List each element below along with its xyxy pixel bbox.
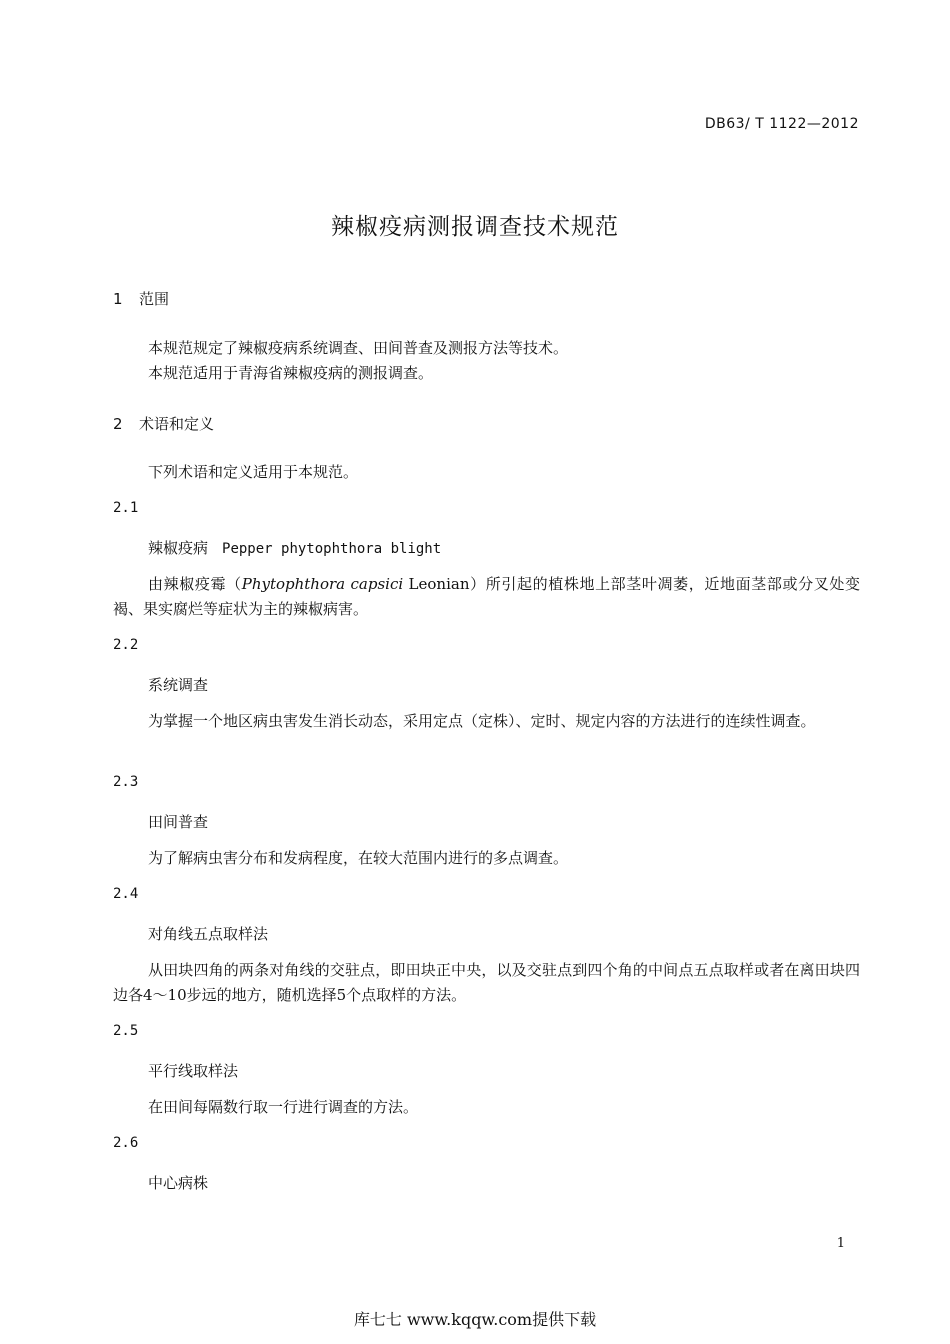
term-definition: [113, 572, 860, 622]
definition-text-prefix: 由辣椒疫霉（: [148, 575, 242, 593]
footer-download-note: 库七七 www.kqqw.com提供下载: [353, 1310, 597, 1329]
term-definition: 在田间每隔数行取一行进行调查的方法。: [148, 1098, 419, 1116]
term-name: 对角线五点取样法: [148, 925, 269, 943]
section-1-heading: [113, 288, 169, 309]
section-2-number: 2: [113, 415, 123, 433]
section-2-intro: 下列术语和定义适用于本规范。: [148, 463, 359, 481]
scientific-name: Phytophthora capsici: [241, 575, 404, 593]
document-title: 辣椒疫病测报调查技术规范: [331, 214, 619, 240]
term-number: 2.3: [113, 774, 139, 790]
section-2-title: 术语和定义: [139, 415, 215, 433]
standard-code: DB63/ T 1122—2012: [704, 116, 859, 132]
term-name: 辣椒疫病: [148, 539, 209, 557]
term-heading: [148, 537, 441, 558]
page-number: 1: [836, 1236, 845, 1251]
term-name: 平行线取样法: [148, 1062, 239, 1080]
term-number: 2.4: [113, 886, 139, 902]
term-number: 2.6: [113, 1135, 139, 1151]
term-english-name: Pepper phytophthora blight: [222, 541, 442, 557]
section-1-paragraph-1: 本规范规定了辣椒疫病系统调查、田间普查及测报方法等技术。: [148, 339, 569, 357]
term-number: 2.2: [113, 637, 139, 653]
term-number: 2.5: [113, 1023, 139, 1039]
term-name: 中心病株: [148, 1174, 209, 1192]
term-name: 系统调查: [148, 676, 209, 694]
term-number: 2.1: [113, 500, 139, 516]
term-definition: 为掌握一个地区病虫害发生消长动态，采用定点（定株）、定时、规定内容的方法进行的连续性调查。: [148, 712, 816, 730]
section-1-paragraph-2: 本规范适用于青海省辣椒疫病的测报调查。: [148, 364, 434, 382]
term-definition: 为了解病虫害分布和发病程度，在较大范围内进行的多点调查。: [148, 849, 569, 867]
section-1-number: 1: [113, 290, 123, 308]
term-definition: 从田块四角的两条对角线的交驻点，即田块正中央，以及交驻点到四个角的中间点五点取样或者在离田块四边各4～10步远的地方，随机选择5个点取样的方法。: [113, 961, 860, 1004]
section-1-title: 范围: [139, 290, 170, 308]
definition-text-suffix: Leonian）所引起的植株地上部茎叶凋萎，近地面茎部或分叉处变褐、果实腐烂等症状为主的辣椒病害。: [113, 575, 860, 618]
term-name: 田间普查: [148, 813, 209, 831]
section-2-heading: [113, 413, 214, 434]
